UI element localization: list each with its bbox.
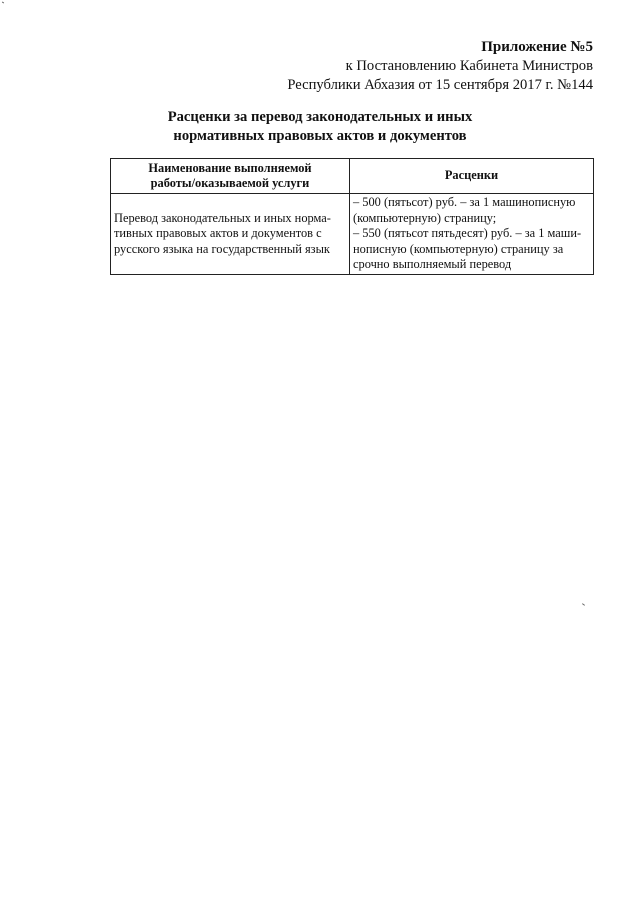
scan-speck xyxy=(2,2,4,4)
service-cell xyxy=(111,194,350,275)
header-service xyxy=(111,159,350,194)
header-prices: Расценки xyxy=(350,159,594,194)
appendix-block xyxy=(287,38,593,95)
scan-speck xyxy=(582,603,585,606)
prices-cell xyxy=(350,194,594,275)
price-line: нописную (компьютерную) страницу за xyxy=(353,241,564,256)
header-service-line-1: Наименование выполняемой xyxy=(148,160,312,175)
table-header-row xyxy=(111,159,594,194)
appendix-resolution-line: к Постановлению Кабинета Министров xyxy=(345,58,593,74)
document-title xyxy=(0,108,640,146)
appendix-date-line: Республики Абхазия от 15 сентября 2017 г. №144 xyxy=(287,77,593,93)
service-line: тивных правовых актов и документов с xyxy=(114,226,322,240)
price-line: – 550 (пятьсот пятьдесят) руб. – за 1 маши- xyxy=(353,226,582,240)
table-row xyxy=(111,194,594,275)
document-title-line-2: нормативных правовых актов и документов xyxy=(173,128,467,144)
header-service-line-2: работы/оказываемой услуги xyxy=(150,176,310,190)
service-line: Перевод законодательных и иных норма- xyxy=(114,210,331,225)
service-line: русского языка на государственный язык xyxy=(114,241,330,256)
price-line: (компьютерную) страницу; xyxy=(353,210,497,225)
appendix-title: Приложение №5 xyxy=(481,39,593,55)
document-title-line-1: Расценки за перевод законодательных и иных xyxy=(167,109,473,125)
rates-table xyxy=(110,158,594,275)
price-line: – 500 (пятьсот) руб. – за 1 машинописную xyxy=(353,195,576,209)
price-line: срочно выполняемый перевод xyxy=(353,257,512,271)
